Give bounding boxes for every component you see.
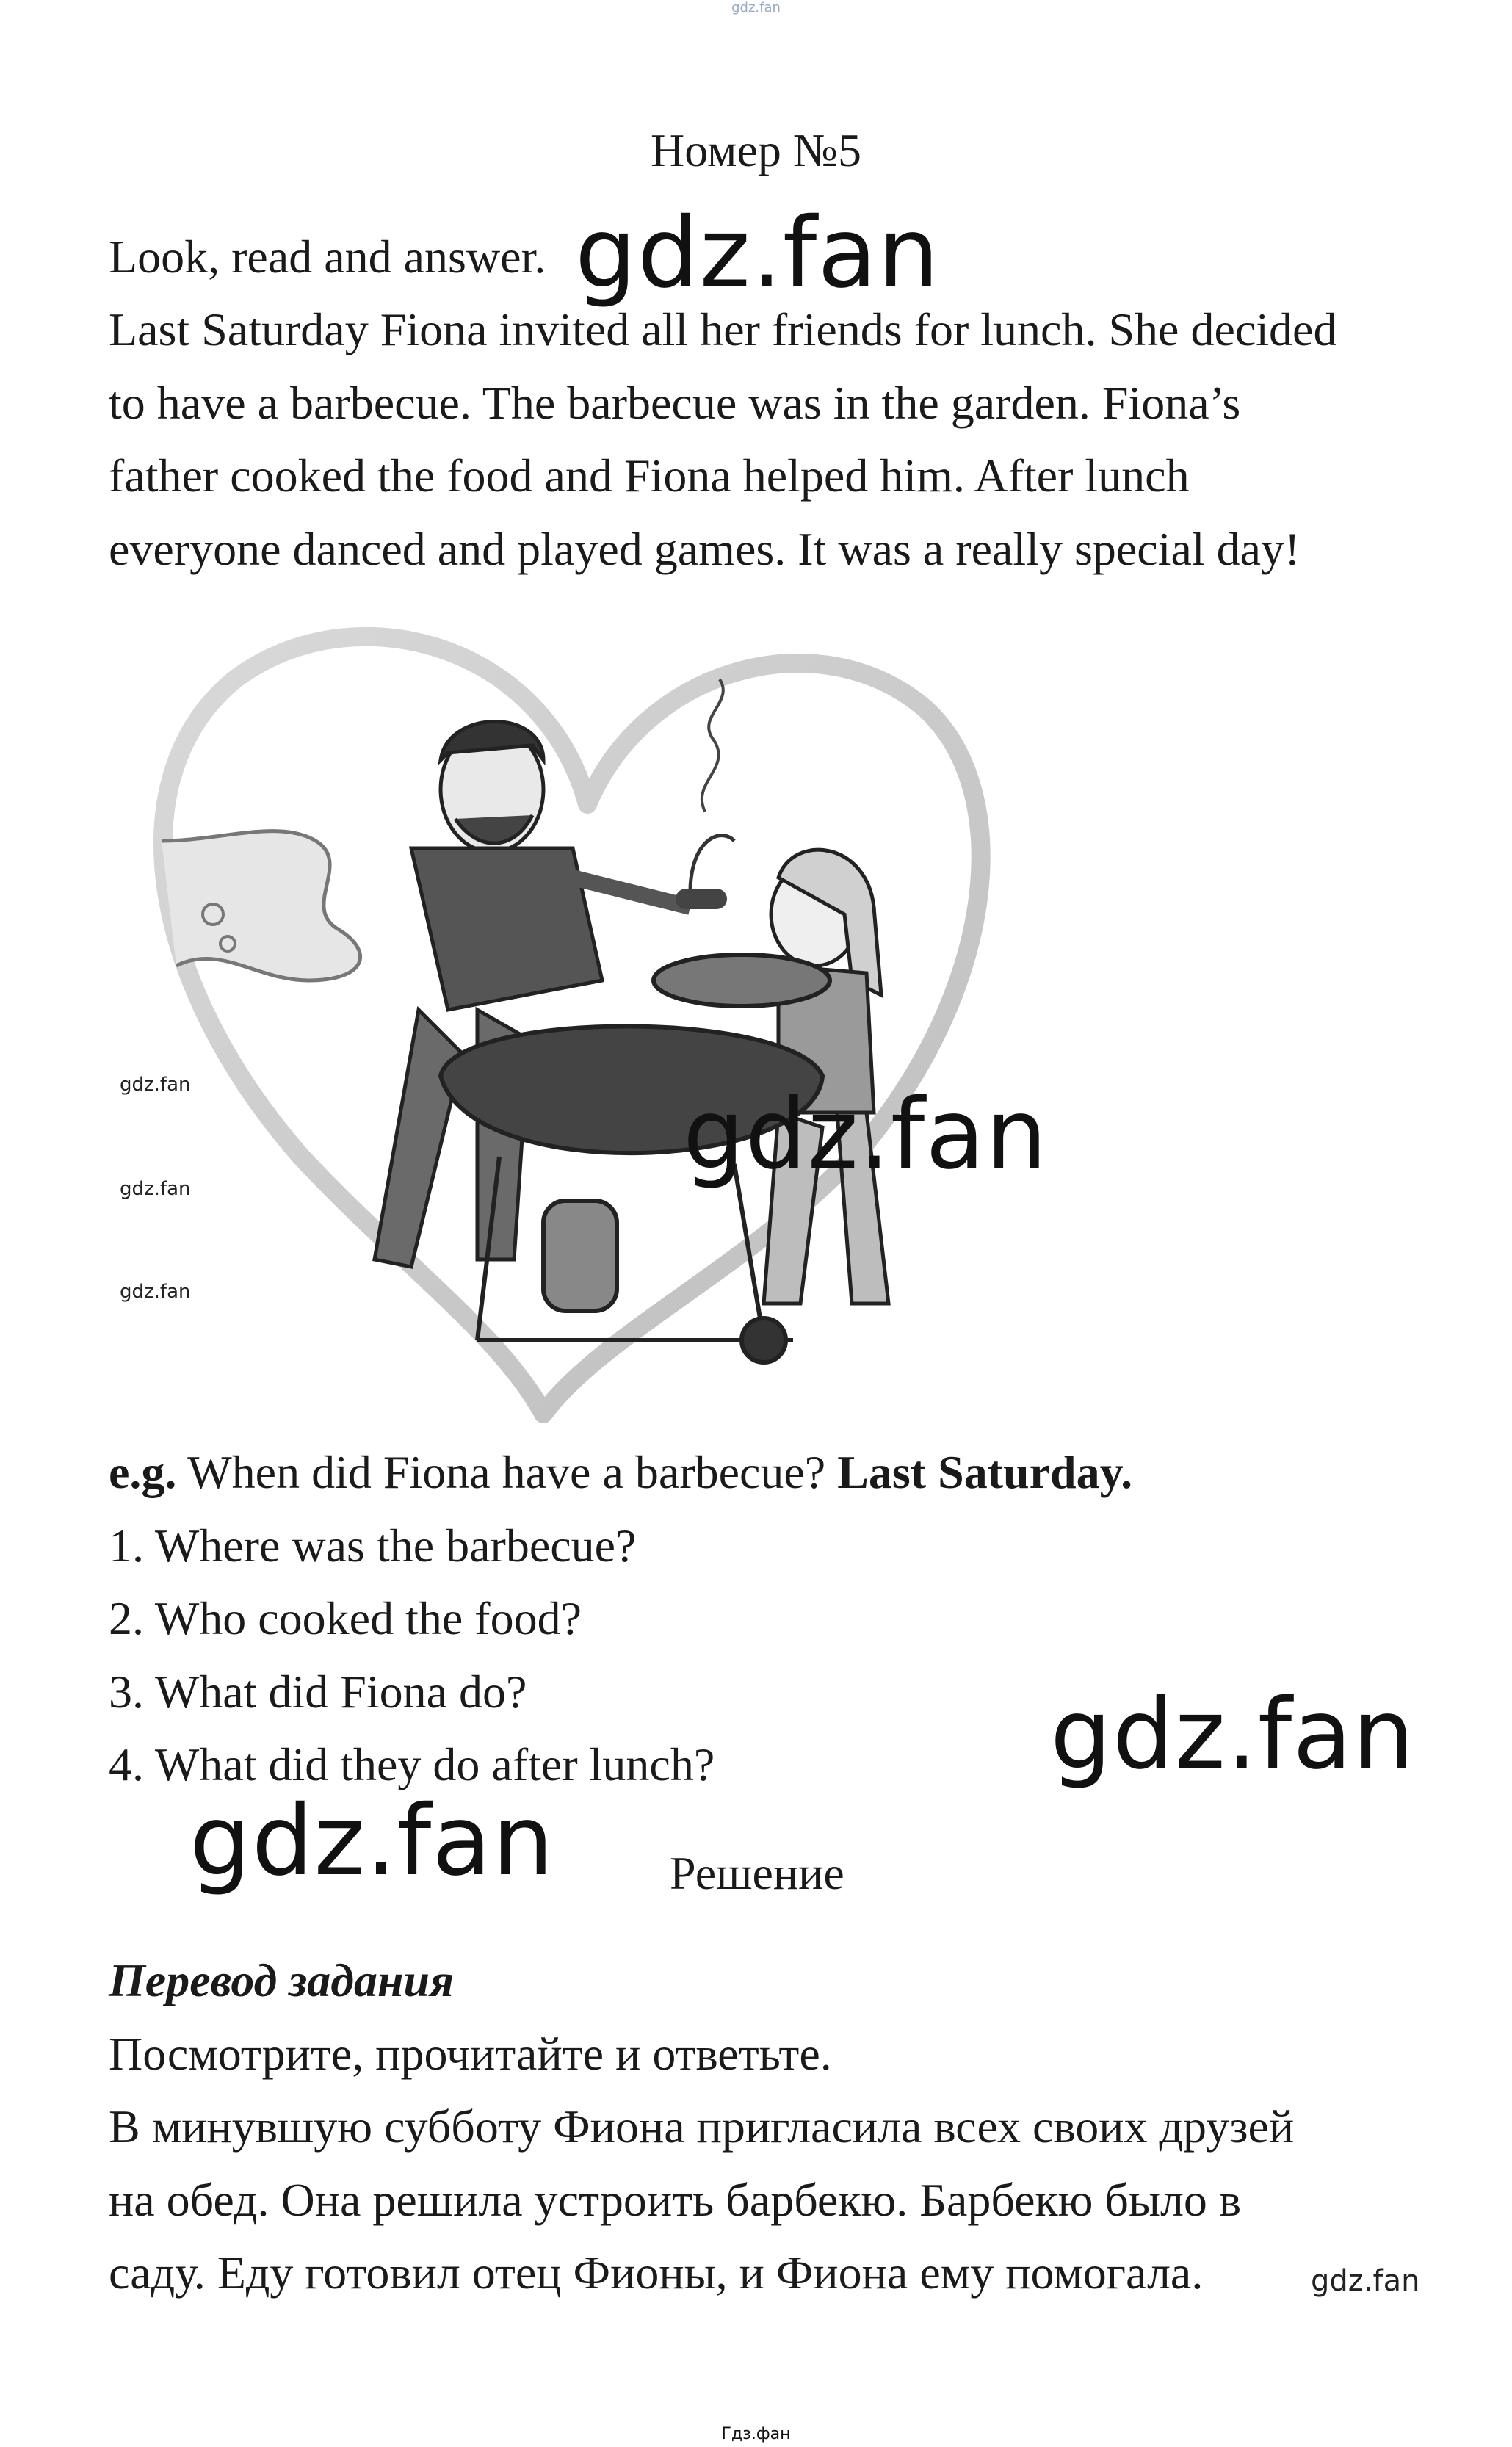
question-item: 2. Who cooked the food?: [109, 1592, 582, 1644]
solution-label: Решение: [670, 1847, 844, 1899]
watermark-small: gdz.fan: [1311, 2264, 1420, 2298]
translation-line: саду. Еду готовил отец Фионы, и Фиона ему помогала.: [109, 2247, 1204, 2299]
example-answer: Last Saturday.: [837, 1446, 1133, 1498]
watermark: gdz.fan: [189, 1785, 554, 1898]
question-item: 3. What did Fiona do?: [109, 1666, 527, 1718]
question-item: 4. What did they do after lunch?: [109, 1738, 715, 1790]
story-line: Last Saturday Fiona invited all her friends for lunch. She decided: [109, 303, 1337, 355]
example-prefix: e.g.: [109, 1446, 177, 1498]
translation-line: В минувшую субботу Фиона пригласила всех своих друзей: [109, 2100, 1295, 2153]
example-question-text: When did Fiona have a barbecue?: [176, 1446, 838, 1498]
watermark-small: gdz.fan: [120, 1281, 191, 1303]
page-title: Номер №5: [651, 124, 861, 176]
footer-watermark: Гдз.фан: [721, 2425, 791, 2443]
father-figure: [375, 722, 690, 1268]
smoke-swirl: [162, 831, 361, 980]
translation-heading: Перевод задания: [109, 1954, 455, 2006]
story-line: father cooked the food and Fiona helped him. After lunch: [109, 449, 1190, 502]
barbecue-heart-illustration: [132, 599, 1043, 1436]
story-line: to have a barbecue. The barbecue was in the garden. Fiona’s: [109, 377, 1241, 429]
watermark: gdz.fan: [575, 197, 940, 310]
watermark: gdz.fan: [1050, 1678, 1415, 1791]
watermark-small: gdz.fan: [120, 1074, 191, 1096]
instruction-text: Look, read and answer.: [109, 231, 546, 283]
story-line: everyone danced and played games. It was a really special day!: [109, 523, 1301, 575]
example-question: [109, 1445, 1132, 1500]
watermark: gdz.fan: [683, 1078, 1048, 1191]
watermark-small: gdz.fan: [120, 1178, 191, 1200]
translation-line: Посмотрите, прочитайте и ответьте.: [109, 2028, 832, 2080]
question-item: 1. Where was the barbecue?: [109, 1519, 637, 1572]
top-watermark: gdz.fan: [731, 0, 781, 15]
translation-line: на обед. Она решила устроить барбекю. Барбекю было в: [109, 2174, 1242, 2226]
